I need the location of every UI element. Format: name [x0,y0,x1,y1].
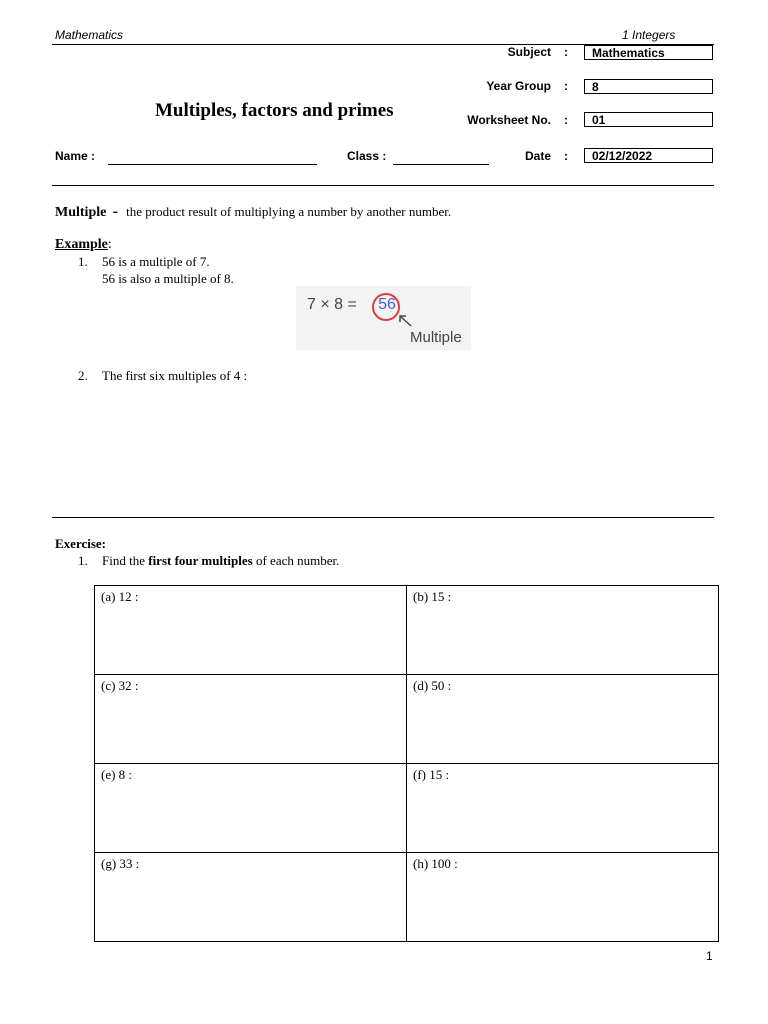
exercise-instruction-pre: Find the [102,553,149,568]
example-item-2-text: The first six multiples of 4 : [102,368,248,383]
example-heading [55,237,112,253]
header-subject: Mathematics [55,28,124,42]
date-field[interactable]: 02/12/2022 [584,148,713,163]
figure-equation: 7 × 8 = [307,296,357,313]
example-item-2-number: 2. [78,368,88,383]
example-item-1-line-1: 56 is a multiple of 7. [102,254,210,269]
year-group-field[interactable]: 8 [584,79,713,94]
subject-field[interactable]: Mathematics [584,45,713,60]
page-title: Multiples, factors and primes [155,100,394,121]
worksheet-field[interactable]: 01 [584,112,713,127]
class-field[interactable] [393,164,489,165]
exercise-table [94,585,719,942]
definition-dash: - [112,203,118,220]
exercise-cell-e[interactable]: (e) 8 : [95,764,407,853]
exercise-cell-b[interactable]: (b) 15 : [407,586,719,675]
header-chapter: 1 Integers [622,28,676,42]
exercise-cell-a[interactable]: (a) 12 : [95,586,407,675]
example-heading-text: Example [55,237,108,252]
year-group-colon: : [564,79,568,93]
exercise-cell-c[interactable]: (c) 32 : [95,675,407,764]
figure-result: 56 [378,296,396,313]
example-figure [296,286,471,350]
year-group-label: Year Group [486,79,551,93]
exercise-instruction-bold: first four multiples [148,553,253,568]
figure-caption: Multiple [410,329,462,346]
worksheet-colon: : [564,113,568,127]
exercise-cell-f[interactable]: (f) 15 : [407,764,719,853]
definition-term: Multiple [55,205,107,220]
exercise-cell-h[interactable]: (h) 100 : [407,853,719,942]
page-number: 1 [706,949,713,963]
subject-colon: : [564,45,568,59]
section-rule-2 [52,517,714,518]
figure-arrow-icon [396,312,416,330]
definition [55,203,451,221]
exercise-cell-d[interactable]: (d) 50 : [407,675,719,764]
name-label: Name : [55,149,96,163]
name-field[interactable] [108,164,317,165]
example-item-1-line-2: 56 is also a multiple of 8. [102,271,234,286]
section-rule-1 [52,185,714,186]
example-item-1-number: 1. [78,254,88,269]
exercise-instruction-post: of each number. [252,553,340,568]
definition-text: the product result of multiplying a number by another number. [126,204,452,219]
exercise-heading: Exercise: [55,536,107,551]
example-heading-colon: : [107,237,112,252]
exercise-cell-g[interactable]: (g) 33 : [95,853,407,942]
exercise-number: 1. [78,553,88,568]
worksheet-label: Worksheet No. [467,113,551,127]
class-label: Class : [347,149,387,163]
exercise-instruction [102,553,339,569]
date-label: Date [524,149,551,163]
date-colon: : [564,149,568,163]
subject-label: Subject [507,45,551,59]
